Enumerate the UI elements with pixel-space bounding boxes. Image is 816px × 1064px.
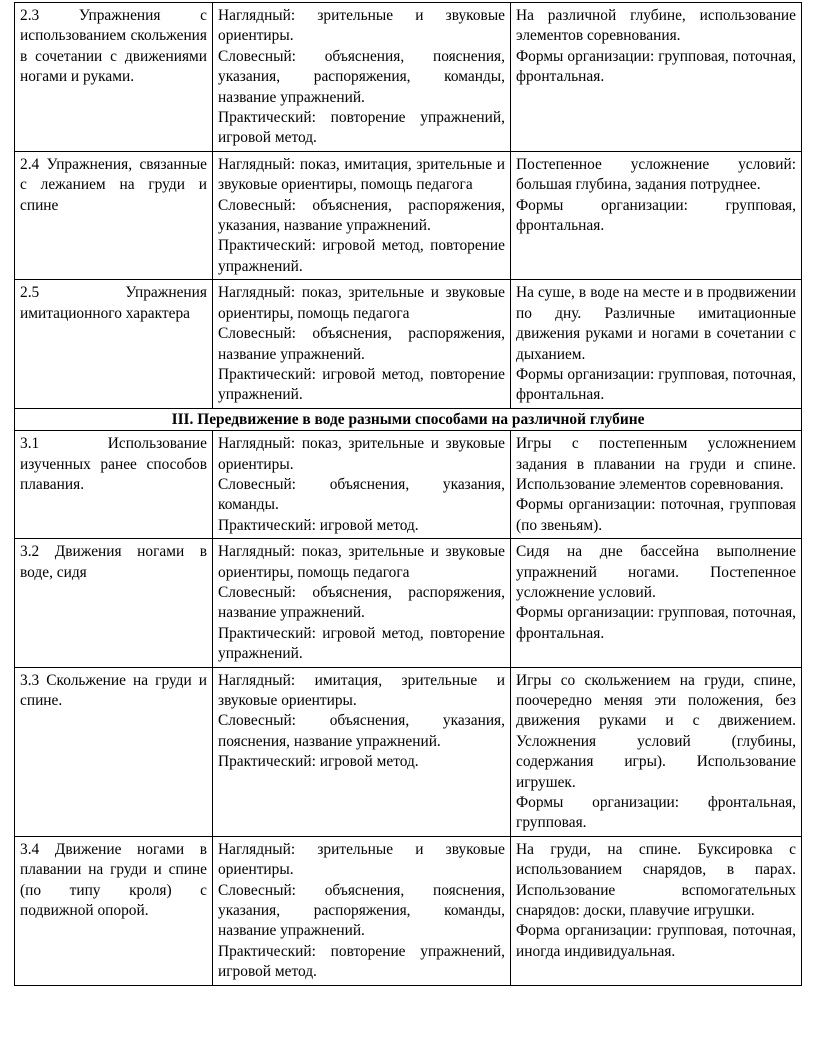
methods-cell-paragraph: Словесный: объяснения, пояснения, указания, распоряжения, команды, название упражнений. [218,881,505,940]
exercise-title-cell [15,3,213,152]
methods-cell-paragraph: Практический: игровой метод. [218,753,419,771]
conditions-cell-paragraph: Формы организации: групповая, поточная, фронтальная. [516,604,796,642]
exercise-title-cell [15,836,213,985]
conditions-cell [511,836,802,985]
conditions-cell-paragraph: Формы организации: поточная, групповая (по звеньям). [516,496,796,534]
table-row [15,836,802,985]
methods-cell-paragraph: Практический: повторение упражнений, игровой метод. [218,942,505,981]
exercise-title-cell [15,539,213,667]
conditions-cell-paragraph: Игры с постепенным усложнением задания в плавании на груди и спине. Использование элементов соревнования. [516,435,796,493]
methods-cell-paragraph: Наглядный: показ, зрительные и звуковые ориентиры. [218,435,505,473]
methods-table-body [15,3,802,986]
exercise-title-cell-text: 3.2 Движения ногами в воде, сидя [20,543,207,581]
exercise-title-cell-text: 2.3 Упражнения с использованием скольжения в сочетании с движениями ногами и руками. [20,7,207,86]
exercise-title-cell [15,280,213,408]
methods-cell-paragraph: Практический: игровой метод, повторение упражнений. [218,365,505,404]
exercise-title-cell-text: 2.5 Упражнения имитационного характера [20,284,207,322]
exercise-title-cell [15,667,213,836]
methods-cell-paragraph: Наглядный: зрительные и звуковые ориентиры. [218,7,505,45]
methods-cell-paragraph: Словесный: объяснения, пояснения, указания, распоряжения, команды, название упражнений. [218,47,505,106]
table-row [15,431,802,539]
methods-cell-paragraph: Практический: игровой метод, повторение упражнений. [218,237,505,275]
methods-cell-paragraph: Практический: игровой метод. [218,516,419,534]
exercise-title-cell-text: 2.4 Упражнения, связанные с лежанием на груди и спине [20,155,207,214]
conditions-cell [511,151,802,279]
methods-cell [213,667,511,836]
table-row [15,280,802,408]
conditions-cell-paragraph: На различной глубине, использование элементов соревнования. [516,7,796,45]
methods-cell-paragraph: Словесный: объяснения, указания, команды. [218,475,505,514]
exercise-title-cell [15,151,213,279]
section-heading: III. Передвижение в воде разными способами на различной глубине [15,408,802,430]
section-heading-row [15,408,802,430]
methods-cell-paragraph: Наглядный: имитация, зрительные и звуковые ориентиры. [218,671,505,709]
conditions-cell-paragraph: Сидя на дне бассейна выполнение упражнений ногами. Постепенное усложнение условий. [516,543,796,601]
methods-cell-paragraph: Словесный: объяснения, распоряжения, название упражнений. [218,325,505,363]
conditions-cell-paragraph: Формы организации: фронтальная, групповая. [516,794,796,832]
methods-cell-paragraph: Практический: игровой метод, повторение упражнений. [218,624,505,663]
methods-cell-paragraph: Словесный: объяснения, распоряжения, название упражнений. [218,583,505,622]
conditions-cell [511,3,802,152]
conditions-cell [511,539,802,667]
methods-cell-paragraph: Наглядный: показ, зрительные и звуковые ориентиры, помощь педагога [218,543,505,581]
methods-cell-paragraph: Словесный: объяснения, распоряжения, указания, название упражнений. [218,196,505,235]
conditions-cell-paragraph: На суше, в воде на месте и в продвижении по дну. Различные имитационные движения руками и ногами в сочетании с дыханием. [516,284,796,363]
conditions-cell-paragraph: Формы организации: групповая, фронтальная. [516,196,796,235]
methods-cell [213,280,511,408]
conditions-cell-paragraph: Постепенное усложнение условий: большая глубина, задания потруднее. [516,155,796,194]
methods-cell-paragraph: Наглядный: показ, имитация, зрительные и звуковые ориентиры, помощь педагога [218,155,505,194]
methods-cell-paragraph: Наглядный: зрительные и звуковые ориентиры. [218,840,505,879]
methods-cell-paragraph: Практический: повторение упражнений, игровой метод. [218,109,505,147]
exercise-title-cell-text: 3.3 Скольжение на груди и спине. [20,671,207,709]
table-row [15,667,802,836]
conditions-cell-paragraph: На груди, на спине. Буксировка с использованием снарядов, в парах. Использование вспомогательных снарядов: доски, плавучие игрушки. [516,840,796,920]
methods-cell [213,151,511,279]
conditions-cell-paragraph: Формы организации: групповая, поточная, фронтальная. [516,47,796,86]
methods-cell [213,836,511,985]
conditions-cell-paragraph: Формы организации: групповая, поточная, фронтальная. [516,365,796,404]
methods-table [14,2,802,986]
conditions-cell [511,431,802,539]
table-row [15,3,802,152]
conditions-cell-paragraph: Форма организации: групповая, поточная, иногда индивидуальная. [516,922,796,960]
methods-cell [213,431,511,539]
exercise-title-cell-text: 3.4 Движение ногами в плавании на груди и спине (по типу кроля) с подвижной опорой. [20,840,207,920]
conditions-cell-paragraph: Игры со скольжением на груди, спине, поочередно меняя эти положения, без движения руками и с движением. Усложнения условий (глубины, содержания игры). Использование игрушек. [516,671,796,791]
conditions-cell [511,280,802,408]
exercise-title-cell-text: 3.1 Использование изученных ранее способов плавания. [20,435,207,493]
conditions-cell [511,667,802,836]
methods-cell [213,539,511,667]
methods-cell-paragraph: Словесный: объяснения, указания, пояснения, название упражнений. [218,712,505,750]
table-row [15,151,802,279]
table-row [15,539,802,667]
exercise-title-cell [15,431,213,539]
methods-cell-paragraph: Наглядный: показ, зрительные и звуковые ориентиры, помощь педагога [218,284,505,322]
methods-cell [213,3,511,152]
